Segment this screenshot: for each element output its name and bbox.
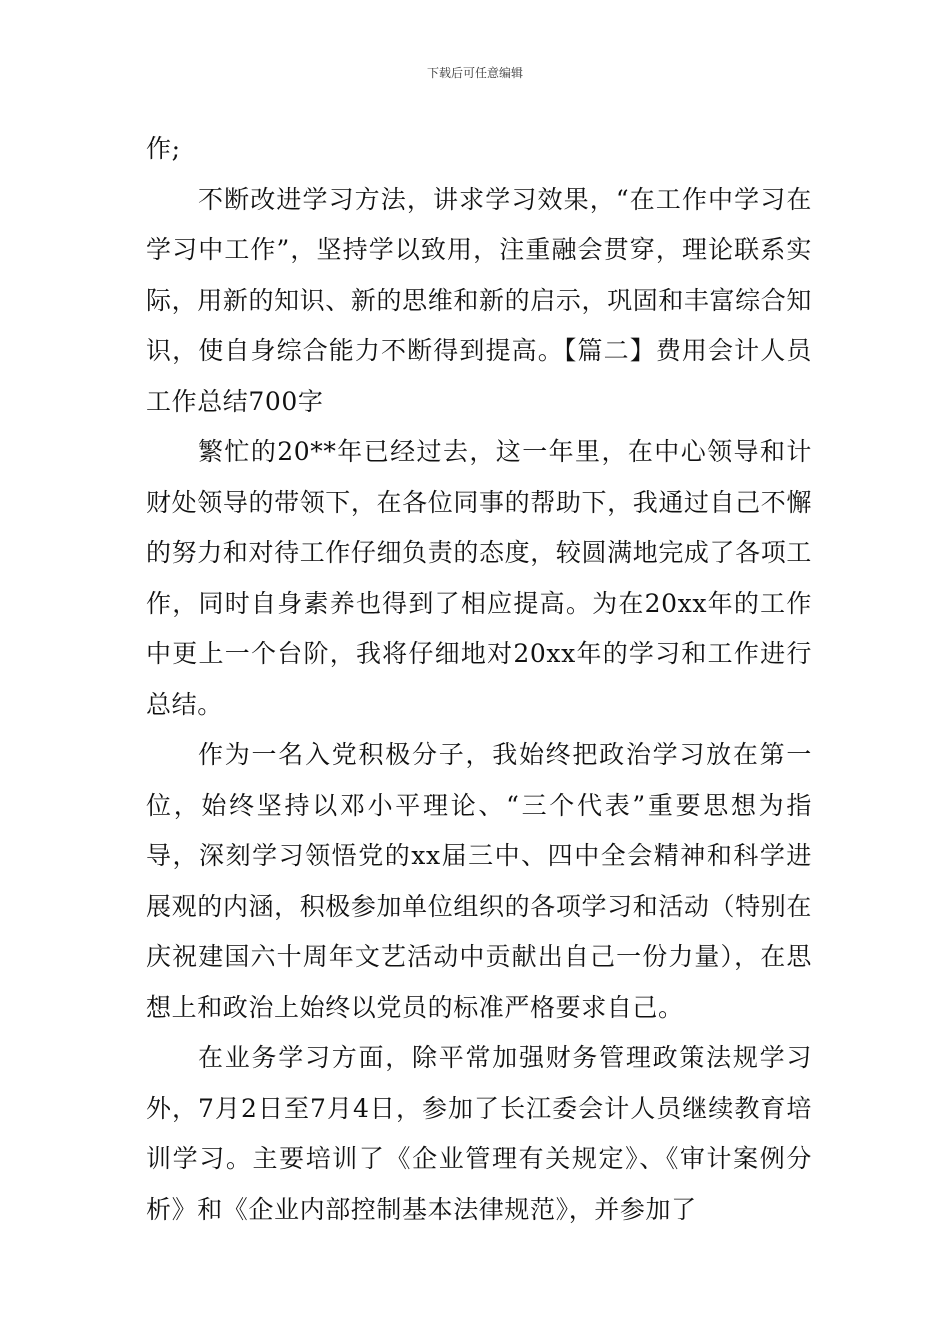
paragraph-5: 在业务学习方面，除平常加强财务管理政策法规学习外，7月2日至7月4日，参加了长江委会计人员继续教育培训学习。主要培训了《企业管理有关规定》、《审计案例分析》和《企业内部控制基本法律规范》，并参加了: [146, 1043, 812, 1224]
paragraph-1: 作;: [146, 134, 181, 163]
document-body: [146, 124, 812, 1235]
paragraph-2: 不断改进学习方法，讲求学习效果，“在工作中学习在学习中工作”，坚持学以致用，注重融会贯穿，理论联系实际，用新的知识、新的思维和新的启示，巩固和丰富综合知识，使自身综合能力不断得到提高。【篇二】费用会计人员工作总结700字: [146, 184, 812, 416]
paragraph-3: 繁忙的20**年已经过去，这一年里，在中心领导和计财处领导的带领下，在各位同事的帮助下，我通过自己不懈的努力和对待工作仔细负责的态度，较圆满地完成了各项工作，同时自身素养也得到了相应提高。为在20xx年的工作中更上一个台阶，我将仔细地对20xx年的学习和工作进行总结。: [146, 437, 812, 719]
paragraph-4: 作为一名入党积极分子，我始终把政治学习放在第一位，始终坚持以邓小平理论、“三个代表”重要思想为指导，深刻学习领悟党的xx届三中、四中全会精神和科学进展观的内涵，积极参加单位组织的各项学习和活动（特别在庆祝建国六十周年文艺活动中贡献出自己一份力量），在思想上和政治上始终以党员的标准严格要求自己。: [146, 740, 812, 1022]
page-header-note: 下载后可任意编辑: [426, 66, 523, 80]
